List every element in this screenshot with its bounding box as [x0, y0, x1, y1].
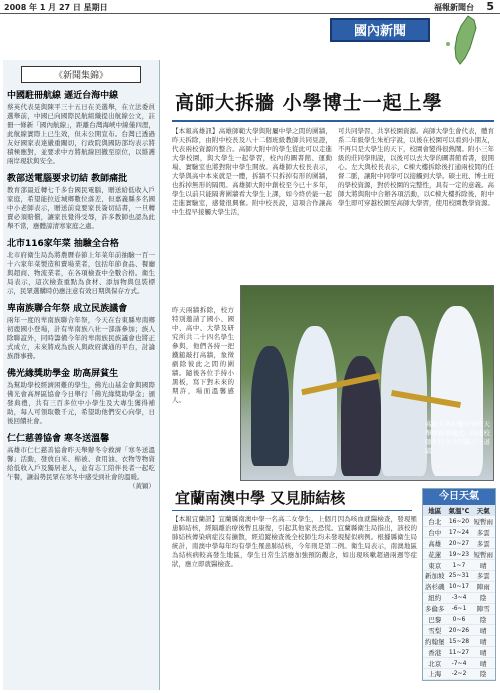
- story-body: 兩年一度的卑南族聯合年祭，今天在台東縣卑南鄉初鹿國小登場，計有卑南族八社一部落參加；族人除聯誼外，同時籌備今年的卑南族民族議會也將正式成立，未來將成為族人與政府溝通的平台，討論族群事務。: [7, 316, 155, 360]
- article-column-2: 可共同學習、共享校園資源。高師大學生會代表，體育系二年級學生朱柏宇說，以後在校園可以看到小朋友，不再只是大學生的天下，校園會變得很熱鬧。附小三年級的莊同學則說，以後可以去大學的圖書館看書，很開心。左大與校長表示，C棟大樓拆除後打通兩校間的任督二脈，讓附中同學可以接觸到大學。碩士班、博士班的學校資源，對於校園的完整性，具有一定的意義。高師大將與附中合辦各項活動，以C棟大樓拆除後，附中學生即可穿越校園至高師大學習，使用校園教學資源。: [338, 127, 494, 207]
- weather-temp: -7~4: [446, 658, 471, 669]
- weather-city: 新加坡: [424, 572, 445, 581]
- story-title: 中國駐冊航線 遜近台海中線: [7, 91, 119, 101]
- weather-cond: 晴: [472, 636, 495, 647]
- weather-cond: 晴: [472, 647, 495, 658]
- table-row: [423, 625, 495, 636]
- weather-cond: 晴: [472, 560, 495, 571]
- weather-temp: 19~23: [446, 549, 471, 560]
- table-row: [423, 581, 495, 592]
- story-title: 卑南族聯合年祭 成立民族議會: [7, 304, 128, 314]
- table-row: [423, 603, 495, 614]
- page-number: 5: [486, 0, 494, 13]
- weather-temp: 25~31: [446, 570, 471, 581]
- weather-city: 多倫多: [424, 605, 445, 614]
- story-title: 教部送電腦要求切結 教師痛批: [7, 174, 128, 184]
- weather-city: 約翰堡: [424, 637, 445, 646]
- column-title: 《新聞集錦》: [21, 66, 141, 83]
- weather-cond: 多雲: [472, 527, 495, 538]
- story-body: 高雄市仁仁慈善協會昨天舉辦冬令救濟「寒冬送溫馨」活動，發放白米、棉被、食用油、衣物等物資給低收入戶及獨居老人，並有志工陪伴長者一起吃午餐，讓弱勢民眾在寒冬中感受到社會的溫暖。: [7, 446, 155, 481]
- weather-temp: 16~20: [446, 516, 471, 527]
- story-body: 教育部最近轉七千多台國民電腦，贈送給低收入戶家庭，希望能拉近城鄉數位落差，但嘉義縣多名國中小老師表示，贈送前竟要家長簽切結書，一旦轉賣必須賠償，讓家長覺得受辱，許多教師也認為此舉不當，應體諒清寒家庭之處。: [7, 186, 155, 230]
- weather-cond: 陣雪: [472, 603, 495, 614]
- secondary-headline: 宜蘭南澳中學 又見肺結核: [175, 489, 346, 507]
- table-row: [423, 647, 495, 658]
- weather-city: 紐約: [423, 592, 446, 603]
- digest-story: [3, 301, 159, 361]
- headline-rule: [172, 510, 412, 511]
- table-row: [423, 668, 495, 679]
- page-header: [0, 0, 500, 14]
- weather-city: 上海: [423, 668, 446, 679]
- weather-header: 氣溫℃: [446, 505, 471, 516]
- weather-temp: 0~6: [446, 614, 471, 625]
- digest-story: [3, 171, 159, 231]
- taiwan-map-icon: [440, 14, 485, 66]
- story-credit: （黃穎）: [129, 482, 155, 490]
- table-row: [423, 658, 495, 669]
- weather-temp: 15~28: [446, 636, 471, 647]
- weather-city: 台中: [423, 527, 446, 538]
- weather-city: 高雄: [423, 538, 446, 549]
- story-body: 北市府衛生局為將農曆春節上年菜年前抽驗一百一十六家年菜製造和賣場業者，包括年節食品、餐廳與超商、物流業者，在各項檢查中全數合格。衛生局表示，這次檢查重點為食材、添加物與包裝標示，民眾選購時仍應注意有效日期與保存方式。: [7, 251, 155, 295]
- news-digest-column: [3, 60, 160, 690]
- photo-caption: 高師大與附屬中學昨天舉辦拆牆儀式，由兩校師生代表共同敲下一道牆。: [425, 420, 490, 455]
- story-body: 蔡英代表晃與陳平三十五日在美選舉，在立法委員選舉前，中國已向國際民航組織提出航線公文，註冊一條新「國內航線」，距離台灣海峽中線僅四浬，此航線實際上已生效，但未公開宣布。台灣已透過友好國家表達嚴重關切，行政院與國防部均表示將積極應對，並要求中方將航線回撤至原位，以維護兩岸現狀與安全。: [7, 103, 155, 165]
- weather-cond: 多雲: [472, 570, 495, 581]
- weather-grid: [423, 505, 495, 680]
- weather-city: 雪梨: [423, 625, 446, 636]
- weather-city: 北京: [423, 658, 446, 669]
- weather-cond: 晴: [472, 658, 495, 669]
- table-row: [423, 636, 495, 647]
- weather-city: 巴黎: [423, 614, 446, 625]
- table-row: [423, 560, 495, 571]
- weather-city: 台北: [423, 516, 446, 527]
- story-title: 佛光緣獎助學金 助高屏貧生: [7, 369, 119, 379]
- weather-cond: 短暫雨: [473, 517, 494, 526]
- headline-rule: [172, 120, 494, 122]
- paper-name: 福報新聞台: [434, 3, 474, 12]
- weather-city: 香港: [423, 647, 446, 658]
- weather-temp: -3~4: [446, 592, 471, 603]
- weather-temp: -6~1: [446, 603, 471, 614]
- table-row: [423, 614, 495, 625]
- weather-cond: 陣雨: [472, 581, 495, 592]
- table-row: [423, 570, 495, 581]
- weather-temp: 11~27: [446, 647, 471, 658]
- weather-cond: 短暫雨: [473, 550, 494, 559]
- weather-temp: 17~24: [446, 527, 471, 538]
- table-row: [423, 538, 495, 549]
- table-row: [423, 516, 495, 527]
- article-column-1: 【本報高雄訊】高雄師範大學與附屬中學之間的圍牆，昨天拆除，由附中校長及八十二個班級教師共同見證，代表兩校資源的整合。高師大附中的學生從此可以走進大學校園，與大學生一起學習，校內的圖書館、運動場、實驗室也將對附中學生開放。高雄師大校長表示，大學與高中本來就是一體，拆牆不只拆掉有形的圍牆，也拆掉無形的隔閡。高雄師大附中創校至今已十多年，學生以前只能隔著圍牆看大學生上課，如今終於能一起走進實驗室，感覺很興奮。附中校長說，這項合作讓高中生提早接觸大學生活，: [172, 127, 332, 216]
- table-row: [423, 549, 495, 560]
- weather-cond: 晴: [472, 625, 495, 636]
- digest-story: [3, 366, 159, 426]
- weather-temp: -2~2: [446, 668, 471, 679]
- weather-city: 花蓮: [423, 549, 446, 560]
- article-column-3: 昨天兩牆拆除，校方特別邀請了國小、國中、高中、大學及研究所共二十四名學生參與，他們各持一把鐵鎚敲打高牆，象徵剷除彼此之間的圍牆。隨後各位手持小黑板，寫下對未來的期許，場面溫馨感人。: [172, 306, 234, 404]
- weather-temp: 10~17: [446, 581, 471, 592]
- weather-header: 天氣: [472, 505, 495, 516]
- issue-date: 2008 年 1 月 27 日 星期日: [4, 3, 108, 12]
- weather-temp: 20~27: [446, 538, 471, 549]
- weather-cond: 陰: [472, 592, 495, 603]
- weather-cond: 多雲: [472, 538, 495, 549]
- weather-table: [422, 488, 496, 681]
- table-row: [423, 592, 495, 603]
- weather-cond: 陰: [472, 668, 495, 679]
- story-title: 仁仁慈善協會 寒冬送溫馨: [7, 434, 110, 444]
- weather-city: 洛杉磯: [424, 583, 445, 592]
- weather-city: 東京: [423, 560, 446, 571]
- weather-title: 今日天氣: [423, 489, 495, 505]
- article-body-2: 【本報宜蘭訊】宜蘭縣南澳中學一名高二女學生，上個月因為咳血就醫檢查，發現罹患肺結核，經隔離治療後暫且康復，引起其他家長恐慌。宜蘭縣衛生局指出，該校的肺結核傳染病症沒有擴散，經追蹤檢查後全校師生均未發現疑似病例。根據縣衛生局統計，南澳中學每年均有學生罹患肺結核，今年則是第二例。衛生局表示，南澳地區為結核病較高發生地區，學生日常生活應加強預防觀念，如出現咳嗽超過兩週等症狀，應立即就醫檢查。: [172, 515, 417, 568]
- digest-story: [3, 431, 159, 491]
- story-body: 為幫助學校經濟困難的學生，佛光山基金會與國際佛光會高屏區協會今日舉行「佛光緣獎助學金」頒發典禮，共有三百多位中小學生及大專生獲得補助，每人可領取數千元，希望助他們安心向學，日後回饋社會。: [7, 381, 155, 425]
- main-headline: 高師大拆牆 小學博士一起上學: [175, 92, 443, 114]
- digest-story: [3, 88, 159, 166]
- weather-temp: 20~26: [446, 625, 471, 636]
- section-tag: 國內新聞: [330, 18, 430, 42]
- weather-cond: 陰: [472, 614, 495, 625]
- table-row: [423, 527, 495, 538]
- weather-header: 地區: [423, 505, 446, 516]
- digest-story: [3, 236, 159, 296]
- weather-temp: 1~7: [446, 560, 471, 571]
- story-title: 北市116家年菜 抽驗全合格: [7, 239, 119, 249]
